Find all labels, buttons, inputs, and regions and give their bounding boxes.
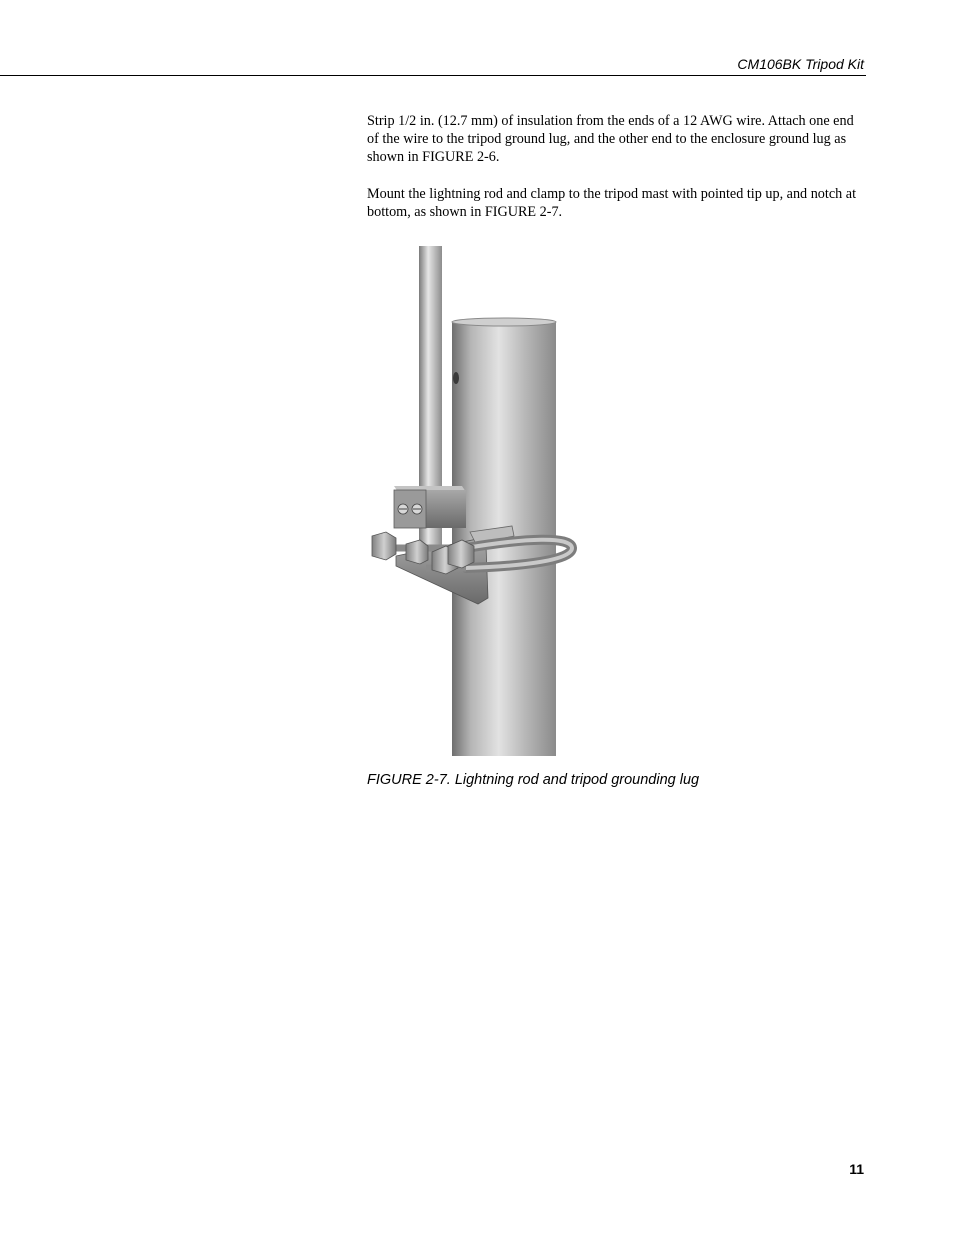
header-divider xyxy=(0,75,866,76)
page-number: 11 xyxy=(849,1161,864,1177)
paragraph-mount-rod: Mount the lightning rod and clamp to the tripod mast with pointed tip up, and notch at bottom, as shown in FIGURE 2-7. xyxy=(367,186,857,220)
running-header: CM106BK Tripod Kit xyxy=(737,56,864,72)
paragraph-strip-wire: Strip 1/2 in. (12.7 mm) of insulation from the ends of a 12 AWG wire. Attach one end of the wire to the tripod ground lug, and the other end to the enclosure ground lug as shown in FIGURE 2-6. xyxy=(367,113,854,165)
figure-caption: FIGURE 2-7. Lightning rod and tripod grounding lug xyxy=(367,772,700,788)
ground-lug xyxy=(394,486,466,528)
figure-lightning-rod-illustration xyxy=(366,246,582,756)
